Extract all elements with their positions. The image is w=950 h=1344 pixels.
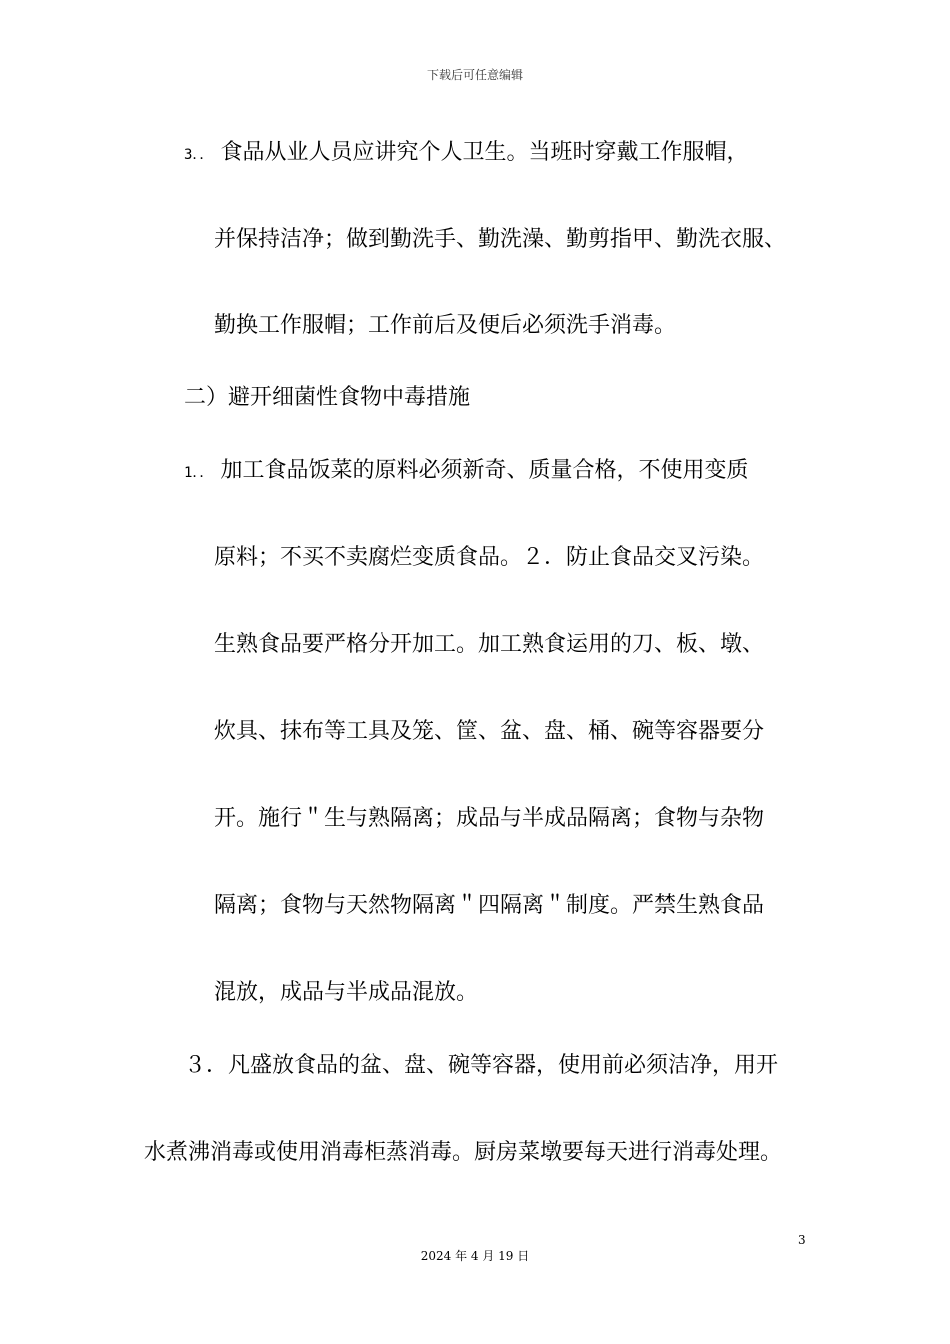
item-3-line-3: 勤换工作服帽；工作前后及便后必须洗手消毒。 — [214, 313, 677, 338]
page-number: 3 — [798, 1233, 806, 1247]
item-3-line-2: 并保持洁净；做到勤洗手、勤洗澡、勤剪指甲、勤洗衣服、 — [214, 227, 787, 252]
item-3-line-1 — [184, 138, 748, 170]
item-1-line-2: 原料；不买不卖腐烂变质食品。２．防止食品交叉污染。 — [214, 545, 765, 570]
item-1-line-6: 隔离；食物与天然物隔离＂四隔离＂制度。严禁生熟食品 — [214, 893, 765, 918]
item-1-text-1: 加工食品饭菜的原料必须新奇、质量合格，不使用变质 — [220, 458, 749, 483]
footer-date: 2024 年 4 月 19 日 — [420, 1249, 530, 1263]
item-1-marker: 1．． — [184, 465, 214, 481]
section-2-heading: 二）避开细菌性食物中毒措施 — [184, 385, 471, 410]
item-3-text-1: 食品从业人员应讲究个人卫生。当班时穿戴工作服帽， — [220, 140, 749, 165]
item-3-marker: 3．． — [184, 147, 214, 163]
item-1-line-4: 炊具、抹布等工具及笼、筐、盆、盘、桶、碗等容器要分 — [214, 719, 765, 744]
item-1-line-3: 生熟食品要严格分开加工。加工熟食运用的刀、板、墩、 — [214, 632, 765, 657]
item-3b-line-2: 水煮沸消毒或使用消毒柜蒸消毒。厨房菜墩要每天进行消毒处理。 — [144, 1140, 783, 1165]
item-3b-line-1: ３．凡盛放食品的盆、盘、碗等容器，使用前必须洁净，用开 — [184, 1053, 779, 1078]
item-1-line-1 — [184, 456, 748, 488]
page-header: 下载后可任意编辑 — [426, 68, 523, 82]
item-1-line-7: 混放，成品与半成品混放。 — [214, 980, 479, 1005]
item-1-line-5: 开。施行＂生与熟隔离；成品与半成品隔离；食物与杂物 — [214, 806, 765, 831]
